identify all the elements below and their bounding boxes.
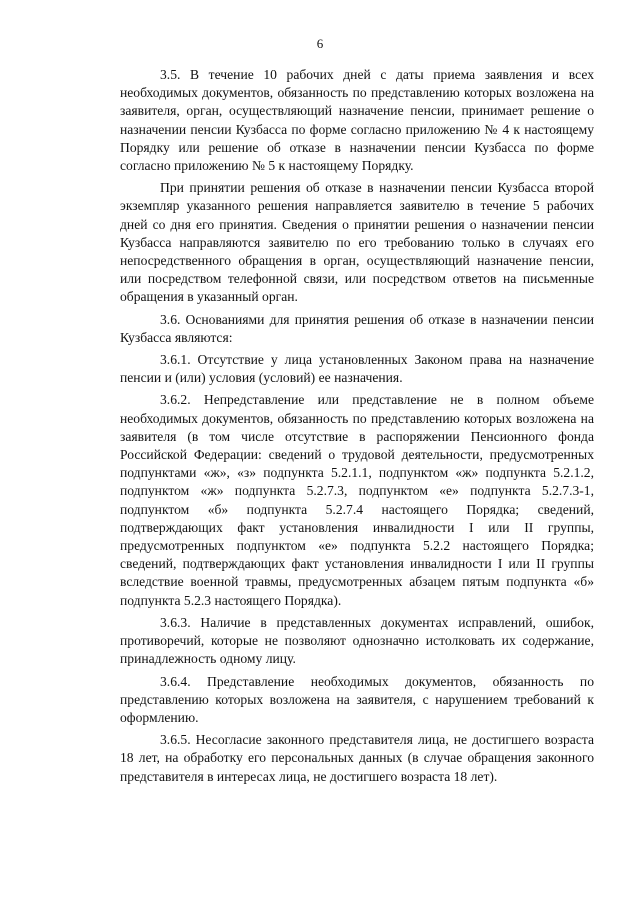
page-number: 6 (316, 36, 324, 51)
paragraph-3-6-3: 3.6.3. Наличие в представленных документах исправлений, ошибок, противоречий, которые не позволяют однозначно истолковать их содержание, принадлежность одному лицу. (120, 614, 594, 667)
paragraph-3-6-5: 3.6.5. Несогласие законного представителя лица, не достигшего возраста 18 лет, на обработку его персональных данных (в случае обращения законного представителя в интересах лица, не достигшего возраста 18 лет). (120, 732, 594, 784)
document-body (120, 66, 594, 786)
paragraph-3-6-4: 3.6.4. Представление необходимых документов, обязанность по представлению которых возложена на заявителя, с нарушением требований к оформлению. (120, 673, 594, 725)
paragraph-3-6: 3.6. Основаниями для принятия решения об отказе в назначении пенсии Кузбасса являются: (120, 311, 594, 345)
paragraph-3-6-2: 3.6.2. Непредставление или представление не в полном объеме необходимых документов, обязанность по представлению которых возложена на заявителя (в том числе отсутствие в распоряжении Пенсионного фонда Российской Федерации: сведений о трудовой деятельности, предусмотренных подпунктами «ж», «з» подпункта 5.2.1.1, подпунктом «ж» подпункта 5.2.1.2, подпунктом «ж» подпункта 5.2.7.3, подпунктом «е» подпункта 5.2.7.3-1, подпунктом «б» подпункта 5.2.7.4 настоящего Порядка; сведений, подтверждающих факт установления инвалидности I или II группы, предусмотренных подпунктом «е» подпункта 5.2.2 настоящего Порядка; сведений, подтверждающих факт установления инвалидности I или II группы вследствие военной травмы, предусмотренных абзацем пятым подпункта «б» подпункта 5.2.3 настоящего Порядка). (120, 392, 594, 608)
paragraph-3-6-1: 3.6.1. Отсутствие у лица установленных Законом права на назначение пенсии и (или) условия (условий) ее назначения. (120, 352, 594, 386)
paragraph-3-5: 3.5. В течение 10 рабочих дней с даты приема заявления и всех необходимых документов, обязанность по представлению которых возложена на заявителя, орган, осуществляющий назначение пенсии, принимает решение о назначении пенсии Кузбасса по форме согласно приложению № 4 к настоящему Порядку или решение об отказе в назначении пенсии Кузбасса по форме согласно приложению № 5 к настоящему Порядку. (120, 67, 594, 174)
paragraph-refusal-notice: При принятии решения об отказе в назначении пенсии Кузбасса второй экземпляр указанного решения направляется заявителю в течение 5 рабочих дней со дня его принятия. Сведения о принятии решения о назначении пенсии Кузбасса направляются заявителю по его требованию только в случаях его непосредственного обращения в орган, осуществляющий назначение пенсии, или посредством телефонной связи, или посредством ответов на письменные обращения в указанный орган. (120, 180, 594, 305)
